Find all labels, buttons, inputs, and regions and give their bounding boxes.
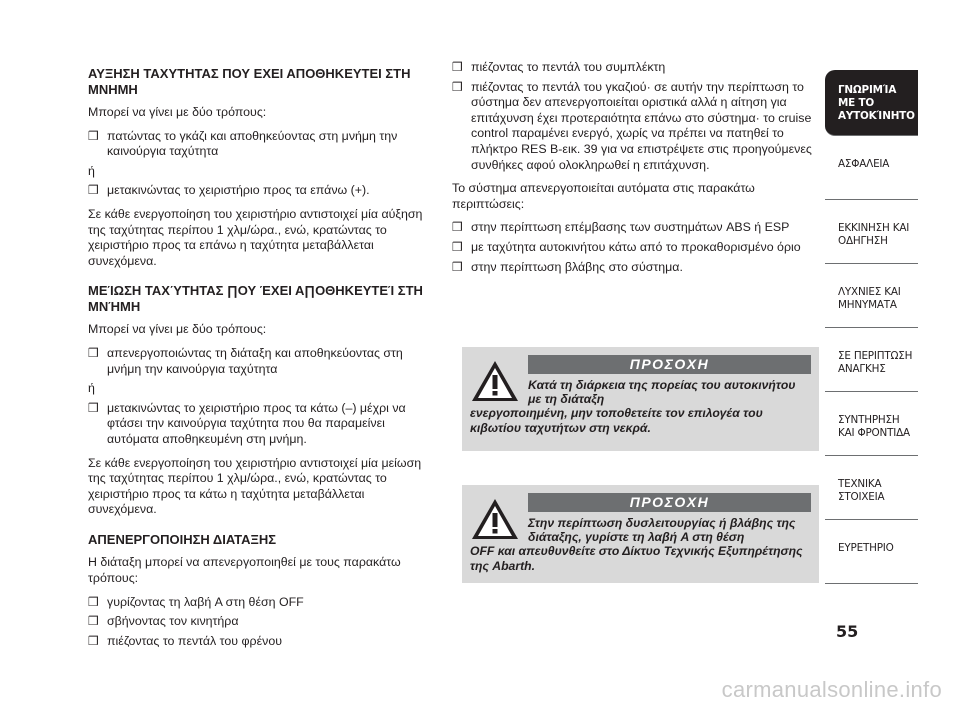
bullet-item (88, 401, 436, 448)
checkbox-bullet-icon: ❒ (88, 633, 99, 648)
tab-label: ΕΚΚΙΝΗΣΗ ΚΑΙ (838, 222, 910, 234)
tab-label: ΣΕ ΠΕΡΙΠΤΩΣΗ (838, 350, 913, 362)
paragraph: Σε κάθε ενεργοποίηση του χειριστήριο αντιστοιχεί μία αύξηση της ταχύτητας περίπου 1 χλμ/ώρα., ενώ, κρατώντας το χειριστήριο προς τα επάνω η ταχύτητα μεταβάλλεται συνεχόμενα. (88, 206, 423, 268)
bullet-item (452, 60, 812, 76)
page-number: 55 (836, 622, 859, 641)
bullet-text: πατώντας το γκάζι και αποθηκεύοντας στη μνήμη την καινούργια ταχύτητα (107, 128, 398, 159)
bullet-item (88, 595, 436, 611)
bullet-text: γυρίζοντας τη λαβή A στη θέση OFF (107, 594, 304, 609)
checkbox-bullet-icon: ❒ (88, 183, 99, 198)
bullet-text: πιέζοντας το πεντάλ του γκαζιού· σε αυτήν την περίπτωση το σύστημα δεν απενεργοποιείται οριστικά αλλά η αίτηση για επιτάχυνση έχει προτεραιότητα επάνω στο σύστημα· το cruise control παραμένει ενεργό, χωρίς να πρέπει να πατηθεί το πλήκτρο RES B-εικ. 39 για να επιστρέψετε στις προηγούμενες συνθήκες αφού ολοκληρωθεί η επιτάχυνση. (471, 79, 812, 172)
or-text: ή (88, 381, 95, 396)
bullet-text: μετακινώντας το χειριστήριο προς τα κάτω (–) μέχρι να φτάσει την καινούργια ταχύτητα που θα παραμείνει αυτόματα αποθηκευμένη στη μνήμη. (107, 400, 406, 446)
checkbox-bullet-icon: ❒ (452, 239, 463, 254)
tab-label: ΑΥΤΟΚΊΝΗΤΟ (838, 110, 915, 122)
checkbox-bullet-icon: ❒ (452, 79, 463, 94)
warning-text-first: Στην περίπτωση δυσλειτουργίας ή βλάβης της διάταξης, γυρίστε τη λαβή A στη θέση (528, 516, 796, 545)
tab-label: ΣΥΝΤΗΡΗΣΗ (838, 414, 900, 426)
tab-warning-lights[interactable] (825, 264, 918, 328)
warning-text-first: Κατά τη διάρκεια της πορείας του αυτοκινήτου με τη διάταξη (528, 378, 796, 407)
paragraph: Το σύστημα απενεργοποιείται αυτόματα στις παρακάτω περιπτώσεις: (452, 181, 755, 211)
watermark-text: carmanualsonline.info (721, 677, 942, 702)
tab-maintenance[interactable] (825, 392, 918, 456)
tab-index[interactable] (825, 520, 918, 584)
tab-label: ΚΑΙ ΦΡΟΝΤΙΔΑ (838, 427, 910, 439)
warning-text-rest: ενεργοποιημένη, μην τοποθετείτε τον επιλογέα του κιβωτίου ταχυτήτων στη νεκρά. (470, 406, 763, 435)
bullet-item (452, 220, 812, 236)
bullet-text: στην περίπτωση επέμβασης των συστημάτων ABS ή ESP (471, 220, 790, 235)
checkbox-bullet-icon: ❒ (88, 400, 99, 415)
warning-triangle-icon (470, 497, 520, 541)
warning-header: ΠΡΟΣΟΧΗ (528, 493, 811, 512)
tab-label: ΜΗΝΥΜΑΤΑ (838, 299, 897, 311)
bullet-item (88, 129, 436, 160)
tab-safety[interactable] (825, 136, 918, 200)
bullet-item (88, 183, 436, 199)
bullet-item (88, 346, 436, 377)
paragraph: Μπορεί να γίνει με δύο τρόπους: (88, 105, 267, 119)
warning-triangle-icon (470, 359, 520, 403)
bullet-text: πιέζοντας το πεντάλ του φρένου (107, 633, 282, 648)
tab-label: ΕΥΡΕΤΗΡΙΟ (838, 542, 894, 554)
tab-getting-to-know[interactable] (825, 70, 918, 136)
tab-emergency[interactable] (825, 328, 918, 392)
bullet-item (88, 614, 436, 630)
right-column (452, 60, 812, 279)
section-title: ΑΥΞΗΣΗ ΤΑΧΥΤΗΤΑΣ ΠΟΥ ΕΧΕΙ ΑΠΟΘΗΚΕΥΤΕΙ ΣΤΗ ΜΝΗΜΗ (88, 66, 411, 97)
tab-label: ΤΕΧΝΙΚΑ (838, 478, 882, 490)
tab-starting-driving[interactable] (825, 200, 918, 264)
warning-header: ΠΡΟΣΟΧΗ (528, 355, 811, 374)
tab-label: ΛΥΧΝΙΕΣ ΚΑΙ (838, 286, 901, 298)
tab-label: ΟΔΗΓΗΣΗ (838, 235, 888, 247)
tab-technical-data[interactable] (825, 456, 918, 520)
checkbox-bullet-icon: ❒ (88, 614, 99, 629)
tab-label: ΓΝΩΡΙΜΊΑ (838, 84, 897, 96)
checkbox-bullet-icon: ❒ (88, 594, 99, 609)
bullet-text: απενεργοποιώντας τη διάταξη και αποθηκεύοντας στη μνήμη την καινούργια ταχύτητα (107, 345, 403, 376)
warning-text (470, 378, 811, 435)
bullet-item (452, 240, 812, 256)
bullet-text: πιέζοντας το πεντάλ του συμπλέκτη (471, 60, 666, 74)
checkbox-bullet-icon: ❒ (452, 259, 463, 274)
bullet-item (88, 634, 436, 650)
checkbox-bullet-icon: ❒ (452, 220, 463, 235)
section-title: ΑΠΕΝΕΡΓΟΠΟΙΗΣΗ ΔΙΑΤΑΞΗΣ (88, 531, 277, 547)
warning-text-rest: OFF και απευθυνθείτε στο Δίκτυο Τεχνικής Εξυπηρέτησης της Abarth. (470, 544, 803, 573)
bullet-item (452, 260, 812, 276)
warning-box (462, 347, 819, 451)
or-text: ή (88, 163, 95, 178)
warning-text (470, 516, 811, 573)
left-column (88, 60, 436, 653)
bullet-text: με ταχύτητα αυτοκινήτου κάτω από το προκαθορισμένο όριο (471, 239, 801, 254)
checkbox-bullet-icon: ❒ (452, 60, 463, 74)
bullet-text: σβήνοντας τον κινητήρα (107, 614, 239, 629)
tab-label: ΑΣΦΑΛΕΙΑ (838, 158, 890, 170)
checkbox-bullet-icon: ❒ (88, 128, 99, 143)
bullet-text: μετακινώντας το χειριστήριο προς τα επάνω (+). (107, 183, 370, 198)
paragraph: Η διάταξη μπορεί να απενεργοποιηθεί με τους παρακάτω τρόπους: (88, 555, 401, 585)
chapter-tabs (825, 70, 918, 584)
bullet-item (452, 80, 812, 174)
paragraph: Μπορεί να γίνει με δύο τρόπους: (88, 322, 267, 337)
checkbox-bullet-icon: ❒ (88, 345, 99, 360)
bullet-text: στην περίπτωση βλάβης στο σύστημα. (471, 259, 683, 274)
tab-label: ΑΝΑΓΚΗΣ (838, 363, 886, 375)
tab-label: ΜΕ ΤΟ (838, 97, 874, 109)
section-title: ΜΕΊΩΣΗ ΤΑΧΎΤΗΤΑΣ ∏ΟΥ ΈΧΕΙ Α∏ΟΘΗΚΕΥΤΕΊ ΣΤΗ ΜΝΉΜΗ (88, 283, 423, 314)
warning-box (462, 485, 819, 583)
paragraph: Σε κάθε ενεργοποίηση του χειριστήριο αντιστοιχεί μία μείωση της ταχύτητας περίπου 1 χλμ/ώρα., ενώ, κρατώντας το χειριστήριο προς τα κάτω η ταχύτητα μεταβάλλεται συνεχόμενα. (88, 455, 422, 517)
tab-label: ΣΤΟΙΧΕΙΑ (838, 491, 885, 503)
